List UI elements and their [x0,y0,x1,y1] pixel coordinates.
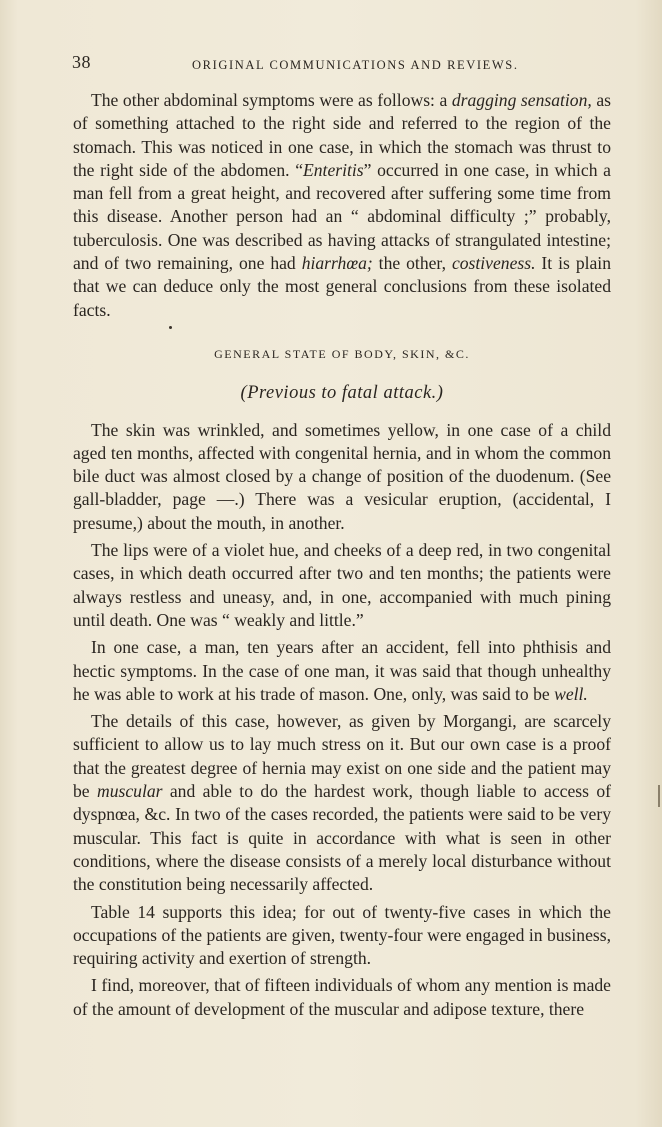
page-header [70,52,610,76]
text-run: as of something attached to the right side and referred to the region of the stomach. This was noticed in one case, in which the stomach was thrust to the right side of the abdomen. “ [73,90,611,180]
paragraph-table-14: Table 14 supports this idea; for out of twenty-five cases in which the occupations of the patients are given, twenty-four were engaged in business, requiring activity and exertion of strength. [73,901,611,969]
italic-term: well. [554,683,588,704]
italic-term: Enteritis [303,159,364,180]
italic-term: muscular [96,781,163,802]
text-run: The details of this case, however, as given by Morgangi, are scarcely sufficient to allow us to lay much stress on it. But our own case is a proof that the greatest degree of hernia may exist on one side and the patient may be [73,711,611,802]
page-body [73,89,611,1021]
section-subheading: (Previous to fatal attack.) [240,383,444,404]
page-number: 38 [72,52,91,72]
section-heading: GENERAL STATE OF BODY, SKIN, &C. [214,346,470,361]
text-run: ” occurred in one case, in which a man fell from a great height, and recovered after suffering some time from this disease. Another person had an “ abdominal difficulty ;” probably, tuberculosis. One was described as having attacks of strangulated intestine; and of two remaining, one had [73,159,611,274]
text-run: It is plain that we can deduce only the most general conclusions from these isolated facts. [73,253,611,320]
paragraph-skin: The skin was wrinkled, and sometimes yellow, in one case of a child aged ten months, affected with congenital hernia, and in whom the common bile duct was almost closed by a change of position of the duodenum. (See gall-bladder, page —.) There was a vesicular eruption, (accidental, I presume,) about the mouth, in another. [73,419,611,533]
paragraph-phthisis [73,636,611,706]
paragraph-fifteen-individuals: I find, moreover, that of fifteen individuals of whom any mention is made of the amount of development of the muscular and adipose texture, there [73,975,611,1019]
italic-term: hiarrhœa; [301,253,373,274]
italic-term: dragging sensation, [451,90,592,110]
page-edge-mark [658,785,660,807]
paragraph-abdominal-symptoms [73,89,611,322]
text-run: the other, [372,253,452,274]
text-run: and able to do the hardest work, though liable to access of dyspnœa, &c. In two of the cases recorded, the patients were said to be very muscular. This fact is quite in accordance with what is seen in other conditions, where the disease consists of a merely local disturbance without the constitution being necessarily affected. [73,781,611,895]
paragraph-lips: The lips were of a violet hue, and cheeks of a deep red, in two congenital cases, in which death occurred after two and ten months; the patients were always restless and uneasy, and, in one, accompanied with much pining until death. One was “ weakly and little.” [73,540,611,630]
paragraph-morgangi [73,710,611,896]
text-run: In one case, a man, ten years after an accident, fell into phthisis and hectic symptoms. In the case of one man, it was said that though unhealthy he was able to work at his trade of mason. One, only, was said to be [73,637,611,704]
text-run: The other abdominal symptoms were as follows: a [91,90,452,110]
italic-term: costiveness. [451,253,536,274]
running-head: ORIGINAL COMMUNICATIONS AND REVIEWS. [192,58,519,72]
